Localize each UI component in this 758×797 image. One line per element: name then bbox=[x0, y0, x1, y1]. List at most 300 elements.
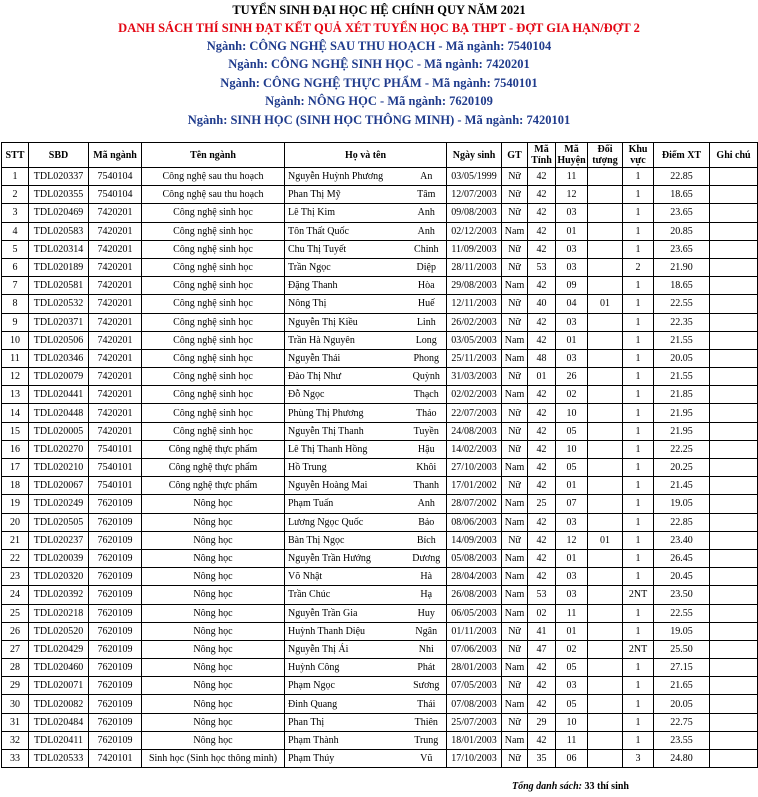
note-cell bbox=[710, 513, 758, 531]
note-cell bbox=[710, 640, 758, 658]
district-code-cell: 11 bbox=[556, 604, 588, 622]
major-code-cell: 7420201 bbox=[89, 277, 142, 295]
column-header: Ghi chú bbox=[710, 143, 758, 168]
table-row bbox=[2, 586, 758, 604]
table-row bbox=[2, 295, 758, 313]
gender-cell: Nam bbox=[502, 695, 528, 713]
given-name-cell: Dương bbox=[407, 549, 447, 567]
gender-cell: Nữ bbox=[502, 440, 528, 458]
birthdate-cell: 31/03/2003 bbox=[447, 368, 502, 386]
stt-cell: 23 bbox=[2, 568, 29, 586]
sbd-cell: TDL020460 bbox=[29, 659, 89, 677]
region-cell: 1 bbox=[623, 677, 654, 695]
surname-cell: Nông Thị bbox=[285, 295, 407, 313]
surname-cell: Đỗ Ngọc bbox=[285, 386, 407, 404]
region-cell: 1 bbox=[623, 513, 654, 531]
note-cell bbox=[710, 313, 758, 331]
major-line: Ngành: CÔNG NGHỆ SINH HỌC - Mã ngành: 7420201 bbox=[228, 57, 530, 72]
province-code-cell: 42 bbox=[528, 440, 556, 458]
district-code-cell: 09 bbox=[556, 277, 588, 295]
note-cell bbox=[710, 386, 758, 404]
score-cell: 20.05 bbox=[654, 349, 710, 367]
province-code-cell: 42 bbox=[528, 477, 556, 495]
district-code-cell: 05 bbox=[556, 695, 588, 713]
note-cell bbox=[710, 204, 758, 222]
surname-cell: Nguyễn Trần Hướng bbox=[285, 549, 407, 567]
major-name-cell: Công nghệ sinh học bbox=[142, 349, 285, 367]
stt-cell: 19 bbox=[2, 495, 29, 513]
priority-group-cell bbox=[588, 368, 623, 386]
region-cell: 1 bbox=[623, 368, 654, 386]
stt-cell: 6 bbox=[2, 258, 29, 276]
major-name-cell: Công nghệ sinh học bbox=[142, 386, 285, 404]
priority-group-cell bbox=[588, 349, 623, 367]
sbd-cell: TDL020189 bbox=[29, 258, 89, 276]
major-code-cell: 7420201 bbox=[89, 204, 142, 222]
column-header: Điểm XT bbox=[654, 143, 710, 168]
score-cell: 22.85 bbox=[654, 513, 710, 531]
column-header: Mã ngành bbox=[89, 143, 142, 168]
table-row bbox=[2, 604, 758, 622]
birthdate-cell: 28/04/2003 bbox=[447, 568, 502, 586]
sbd-cell: TDL020005 bbox=[29, 422, 89, 440]
note-cell bbox=[710, 258, 758, 276]
score-cell: 19.05 bbox=[654, 622, 710, 640]
sbd-cell: TDL020249 bbox=[29, 495, 89, 513]
major-name-cell: Công nghệ thực phẩm bbox=[142, 477, 285, 495]
column-header: SBD bbox=[29, 143, 89, 168]
district-code-cell: 05 bbox=[556, 422, 588, 440]
given-name-cell: Ngân bbox=[407, 622, 447, 640]
priority-group-cell bbox=[588, 604, 623, 622]
stt-cell: 29 bbox=[2, 677, 29, 695]
note-cell bbox=[710, 549, 758, 567]
document-header bbox=[0, 0, 758, 129]
table-row bbox=[2, 331, 758, 349]
major-code-cell: 7420201 bbox=[89, 386, 142, 404]
gender-cell: Nữ bbox=[502, 168, 528, 186]
stt-cell: 26 bbox=[2, 622, 29, 640]
district-code-cell: 03 bbox=[556, 677, 588, 695]
region-cell: 1 bbox=[623, 731, 654, 749]
birthdate-cell: 12/07/2003 bbox=[447, 186, 502, 204]
district-code-cell: 06 bbox=[556, 750, 588, 768]
table-row bbox=[2, 495, 758, 513]
table-row bbox=[2, 277, 758, 295]
note-cell bbox=[710, 695, 758, 713]
province-code-cell: 53 bbox=[528, 258, 556, 276]
gender-cell: Nữ bbox=[502, 295, 528, 313]
major-name-cell: Công nghệ sinh học bbox=[142, 295, 285, 313]
priority-group-cell bbox=[588, 204, 623, 222]
note-cell bbox=[710, 622, 758, 640]
surname-cell: Phạm Thành bbox=[285, 731, 407, 749]
sbd-cell: TDL020469 bbox=[29, 204, 89, 222]
stt-cell: 11 bbox=[2, 349, 29, 367]
stt-cell: 22 bbox=[2, 549, 29, 567]
note-cell bbox=[710, 295, 758, 313]
given-name-cell: Hà bbox=[407, 568, 447, 586]
gender-cell: Nữ bbox=[502, 640, 528, 658]
gender-cell: Nam bbox=[502, 731, 528, 749]
gender-cell: Nữ bbox=[502, 622, 528, 640]
sbd-cell: TDL020484 bbox=[29, 713, 89, 731]
region-cell: 1 bbox=[623, 277, 654, 295]
sbd-cell: TDL020314 bbox=[29, 240, 89, 258]
region-cell: 1 bbox=[623, 495, 654, 513]
given-name-cell: Thiên bbox=[407, 713, 447, 731]
given-name-cell: Anh bbox=[407, 204, 447, 222]
note-cell bbox=[710, 349, 758, 367]
major-name-cell: Nông học bbox=[142, 713, 285, 731]
major-code-cell: 7420201 bbox=[89, 422, 142, 440]
stt-cell: 1 bbox=[2, 168, 29, 186]
region-cell: 1 bbox=[623, 440, 654, 458]
score-cell: 22.25 bbox=[654, 440, 710, 458]
region-cell: 1 bbox=[623, 404, 654, 422]
birthdate-cell: 01/11/2003 bbox=[447, 622, 502, 640]
gender-cell: Nữ bbox=[502, 750, 528, 768]
table-row bbox=[2, 731, 758, 749]
given-name-cell: Huế bbox=[407, 295, 447, 313]
surname-cell: Nguyễn Huỳnh Phương bbox=[285, 168, 407, 186]
column-header: Tên ngành bbox=[142, 143, 285, 168]
province-code-cell: 42 bbox=[528, 222, 556, 240]
birthdate-cell: 26/08/2003 bbox=[447, 586, 502, 604]
birthdate-cell: 17/10/2003 bbox=[447, 750, 502, 768]
score-cell: 23.40 bbox=[654, 531, 710, 549]
region-cell: 1 bbox=[623, 222, 654, 240]
stt-cell: 5 bbox=[2, 240, 29, 258]
total-summary bbox=[512, 781, 629, 792]
region-cell: 1 bbox=[623, 349, 654, 367]
district-code-cell: 10 bbox=[556, 713, 588, 731]
priority-group-cell bbox=[588, 513, 623, 531]
note-cell bbox=[710, 240, 758, 258]
province-code-cell: 42 bbox=[528, 531, 556, 549]
column-header: Mã Tỉnh bbox=[528, 143, 556, 168]
note-cell bbox=[710, 422, 758, 440]
district-code-cell: 03 bbox=[556, 349, 588, 367]
region-cell: 1 bbox=[623, 240, 654, 258]
major-code-cell: 7620109 bbox=[89, 713, 142, 731]
major-name-cell: Công nghệ sinh học bbox=[142, 313, 285, 331]
sbd-cell: TDL020218 bbox=[29, 604, 89, 622]
major-code-cell: 7420201 bbox=[89, 313, 142, 331]
given-name-cell: Trung bbox=[407, 731, 447, 749]
gender-cell: Nữ bbox=[502, 313, 528, 331]
score-cell: 21.45 bbox=[654, 477, 710, 495]
gender-cell: Nam bbox=[502, 349, 528, 367]
gender-cell: Nữ bbox=[502, 240, 528, 258]
province-code-cell: 40 bbox=[528, 295, 556, 313]
major-name-cell: Nông học bbox=[142, 549, 285, 567]
district-code-cell: 01 bbox=[556, 622, 588, 640]
column-header: GT bbox=[502, 143, 528, 168]
region-cell: 1 bbox=[623, 695, 654, 713]
stt-cell: 12 bbox=[2, 368, 29, 386]
major-code-cell: 7420201 bbox=[89, 258, 142, 276]
province-code-cell: 42 bbox=[528, 204, 556, 222]
region-cell: 1 bbox=[623, 186, 654, 204]
stt-cell: 16 bbox=[2, 440, 29, 458]
district-code-cell: 03 bbox=[556, 513, 588, 531]
major-name-cell: Nông học bbox=[142, 640, 285, 658]
district-code-cell: 03 bbox=[556, 258, 588, 276]
province-code-cell: 53 bbox=[528, 586, 556, 604]
given-name-cell: Nhi bbox=[407, 640, 447, 658]
region-cell: 1 bbox=[623, 204, 654, 222]
sbd-cell: TDL020082 bbox=[29, 695, 89, 713]
birthdate-cell: 28/07/2002 bbox=[447, 495, 502, 513]
stt-cell: 15 bbox=[2, 422, 29, 440]
given-name-cell: Thạch bbox=[407, 386, 447, 404]
table-row bbox=[2, 622, 758, 640]
major-code-cell: 7540104 bbox=[89, 168, 142, 186]
birthdate-cell: 08/06/2003 bbox=[447, 513, 502, 531]
district-code-cell: 26 bbox=[556, 368, 588, 386]
note-cell bbox=[710, 495, 758, 513]
gender-cell: Nam bbox=[502, 604, 528, 622]
major-name-cell: Nông học bbox=[142, 531, 285, 549]
stt-cell: 4 bbox=[2, 222, 29, 240]
priority-group-cell: 01 bbox=[588, 531, 623, 549]
title-line-2: DANH SÁCH THÍ SINH ĐẠT KẾT QUẢ XÉT TUYỂN HỌC BẠ THPT - ĐỢT GIA HẠN/ĐỢT 2 bbox=[118, 21, 640, 35]
table-row bbox=[2, 422, 758, 440]
major-code-cell: 7620109 bbox=[89, 586, 142, 604]
table-row bbox=[2, 677, 758, 695]
gender-cell: Nữ bbox=[502, 422, 528, 440]
major-code-cell: 7620109 bbox=[89, 568, 142, 586]
birthdate-cell: 07/05/2003 bbox=[447, 677, 502, 695]
surname-cell: Trần Ngọc bbox=[285, 258, 407, 276]
note-cell bbox=[710, 677, 758, 695]
birthdate-cell: 05/08/2003 bbox=[447, 549, 502, 567]
major-name-cell: Công nghệ sinh học bbox=[142, 204, 285, 222]
major-code-cell: 7620109 bbox=[89, 531, 142, 549]
score-cell: 23.50 bbox=[654, 586, 710, 604]
birthdate-cell: 28/01/2003 bbox=[447, 659, 502, 677]
major-code-cell: 7620109 bbox=[89, 549, 142, 567]
district-code-cell: 11 bbox=[556, 168, 588, 186]
total-label: Tổng danh sách: bbox=[512, 781, 583, 792]
province-code-cell: 48 bbox=[528, 349, 556, 367]
gender-cell: Nam bbox=[502, 222, 528, 240]
score-cell: 20.45 bbox=[654, 568, 710, 586]
birthdate-cell: 07/06/2003 bbox=[447, 640, 502, 658]
major-name-cell: Công nghệ thực phẩm bbox=[142, 459, 285, 477]
score-cell: 22.75 bbox=[654, 713, 710, 731]
score-cell: 21.55 bbox=[654, 368, 710, 386]
district-code-cell: 01 bbox=[556, 477, 588, 495]
note-cell bbox=[710, 731, 758, 749]
table-row bbox=[2, 659, 758, 677]
score-cell: 25.50 bbox=[654, 640, 710, 658]
stt-cell: 2 bbox=[2, 186, 29, 204]
priority-group-cell bbox=[588, 713, 623, 731]
province-code-cell: 42 bbox=[528, 313, 556, 331]
major-code-cell: 7540101 bbox=[89, 440, 142, 458]
note-cell bbox=[710, 659, 758, 677]
sbd-cell: TDL020533 bbox=[29, 750, 89, 768]
column-header: Đối tượng bbox=[588, 143, 623, 168]
priority-group-cell bbox=[588, 568, 623, 586]
stt-cell: 13 bbox=[2, 386, 29, 404]
major-code-cell: 7420201 bbox=[89, 331, 142, 349]
province-code-cell: 29 bbox=[528, 713, 556, 731]
major-name-cell: Công nghệ sinh học bbox=[142, 222, 285, 240]
stt-cell: 24 bbox=[2, 586, 29, 604]
table-row bbox=[2, 240, 758, 258]
stt-cell: 33 bbox=[2, 750, 29, 768]
score-cell: 23.55 bbox=[654, 731, 710, 749]
table-body bbox=[2, 168, 758, 768]
surname-cell: Phan Thị bbox=[285, 713, 407, 731]
district-code-cell: 03 bbox=[556, 586, 588, 604]
surname-cell: Đào Thị Như bbox=[285, 368, 407, 386]
district-code-cell: 02 bbox=[556, 640, 588, 658]
gender-cell: Nữ bbox=[502, 531, 528, 549]
sbd-cell: TDL020346 bbox=[29, 349, 89, 367]
sbd-cell: TDL020506 bbox=[29, 331, 89, 349]
surname-cell: Huỳnh Thanh Diệu bbox=[285, 622, 407, 640]
province-code-cell: 42 bbox=[528, 677, 556, 695]
stt-cell: 14 bbox=[2, 404, 29, 422]
table-row bbox=[2, 168, 758, 186]
sbd-cell: TDL020583 bbox=[29, 222, 89, 240]
region-cell: 2NT bbox=[623, 586, 654, 604]
total-value: 33 thí sinh bbox=[584, 781, 629, 792]
note-cell bbox=[710, 331, 758, 349]
birthdate-cell: 14/09/2003 bbox=[447, 531, 502, 549]
district-code-cell: 03 bbox=[556, 313, 588, 331]
priority-group-cell bbox=[588, 459, 623, 477]
birthdate-cell: 27/10/2003 bbox=[447, 459, 502, 477]
gender-cell: Nữ bbox=[502, 713, 528, 731]
region-cell: 2 bbox=[623, 258, 654, 276]
score-cell: 22.35 bbox=[654, 313, 710, 331]
score-cell: 26.45 bbox=[654, 549, 710, 567]
sbd-cell: TDL020520 bbox=[29, 622, 89, 640]
major-name-cell: Nông học bbox=[142, 731, 285, 749]
score-cell: 23.65 bbox=[654, 204, 710, 222]
region-cell: 1 bbox=[623, 313, 654, 331]
district-code-cell: 03 bbox=[556, 240, 588, 258]
surname-cell: Phan Thị Mỹ bbox=[285, 186, 407, 204]
birthdate-cell: 24/08/2003 bbox=[447, 422, 502, 440]
note-cell bbox=[710, 459, 758, 477]
note-cell bbox=[710, 440, 758, 458]
sbd-cell: TDL020441 bbox=[29, 386, 89, 404]
major-code-cell: 7420201 bbox=[89, 295, 142, 313]
stt-cell: 18 bbox=[2, 477, 29, 495]
district-code-cell: 10 bbox=[556, 404, 588, 422]
given-name-cell: Bảo bbox=[407, 513, 447, 531]
stt-cell: 30 bbox=[2, 695, 29, 713]
surname-cell: Nguyễn Thái bbox=[285, 349, 407, 367]
gender-cell: Nam bbox=[502, 277, 528, 295]
note-cell bbox=[710, 477, 758, 495]
priority-group-cell bbox=[588, 186, 623, 204]
priority-group-cell: 01 bbox=[588, 295, 623, 313]
major-name-cell: Công nghệ sinh học bbox=[142, 277, 285, 295]
surname-cell: Nguyễn Thị Kiều bbox=[285, 313, 407, 331]
region-cell: 1 bbox=[623, 168, 654, 186]
province-code-cell: 42 bbox=[528, 168, 556, 186]
score-cell: 22.85 bbox=[654, 168, 710, 186]
major-code-cell: 7620109 bbox=[89, 659, 142, 677]
major-code-cell: 7620109 bbox=[89, 495, 142, 513]
table-row bbox=[2, 695, 758, 713]
surname-cell: Chu Thị Tuyết bbox=[285, 240, 407, 258]
priority-group-cell bbox=[588, 222, 623, 240]
major-name-cell: Nông học bbox=[142, 604, 285, 622]
major-code-cell: 7620109 bbox=[89, 622, 142, 640]
stt-cell: 20 bbox=[2, 513, 29, 531]
score-cell: 18.65 bbox=[654, 277, 710, 295]
stt-cell: 7 bbox=[2, 277, 29, 295]
major-name-cell: Nông học bbox=[142, 568, 285, 586]
priority-group-cell bbox=[588, 404, 623, 422]
major-line: Ngành: CÔNG NGHỆ THỰC PHẨM - Mã ngành: 7540101 bbox=[220, 75, 538, 90]
district-code-cell: 10 bbox=[556, 440, 588, 458]
sbd-cell: TDL020270 bbox=[29, 440, 89, 458]
sbd-cell: TDL020237 bbox=[29, 531, 89, 549]
sbd-cell: TDL020532 bbox=[29, 295, 89, 313]
priority-group-cell bbox=[588, 750, 623, 768]
sbd-cell: TDL020337 bbox=[29, 168, 89, 186]
given-name-cell: An bbox=[407, 168, 447, 186]
score-cell: 27.15 bbox=[654, 659, 710, 677]
score-cell: 22.55 bbox=[654, 295, 710, 313]
major-name-cell: Công nghệ sau thu hoạch bbox=[142, 168, 285, 186]
table-row bbox=[2, 222, 758, 240]
priority-group-cell bbox=[588, 586, 623, 604]
birthdate-cell: 25/07/2003 bbox=[447, 713, 502, 731]
region-cell: 1 bbox=[623, 549, 654, 567]
table-row bbox=[2, 386, 758, 404]
province-code-cell: 42 bbox=[528, 513, 556, 531]
region-cell: 1 bbox=[623, 459, 654, 477]
sbd-cell: TDL020210 bbox=[29, 459, 89, 477]
note-cell bbox=[710, 568, 758, 586]
score-cell: 23.65 bbox=[654, 240, 710, 258]
major-code-cell: 7620109 bbox=[89, 731, 142, 749]
surname-cell: Đặng Thanh bbox=[285, 277, 407, 295]
major-name-cell: Nông học bbox=[142, 695, 285, 713]
priority-group-cell bbox=[588, 677, 623, 695]
priority-group-cell bbox=[588, 258, 623, 276]
major-code-cell: 7620109 bbox=[89, 677, 142, 695]
table-row bbox=[2, 477, 758, 495]
score-cell: 21.95 bbox=[654, 404, 710, 422]
gender-cell: Nam bbox=[502, 513, 528, 531]
major-name-cell: Nông học bbox=[142, 659, 285, 677]
note-cell bbox=[710, 531, 758, 549]
major-name-cell: Nông học bbox=[142, 677, 285, 695]
surname-cell: Trần Hà Nguyên bbox=[285, 331, 407, 349]
birthdate-cell: 22/07/2003 bbox=[447, 404, 502, 422]
note-cell bbox=[710, 404, 758, 422]
district-code-cell: 01 bbox=[556, 331, 588, 349]
table-row bbox=[2, 440, 758, 458]
priority-group-cell bbox=[588, 422, 623, 440]
district-code-cell: 01 bbox=[556, 549, 588, 567]
sbd-cell: TDL020411 bbox=[29, 731, 89, 749]
region-cell: 1 bbox=[623, 713, 654, 731]
table-row bbox=[2, 713, 758, 731]
province-code-cell: 42 bbox=[528, 422, 556, 440]
